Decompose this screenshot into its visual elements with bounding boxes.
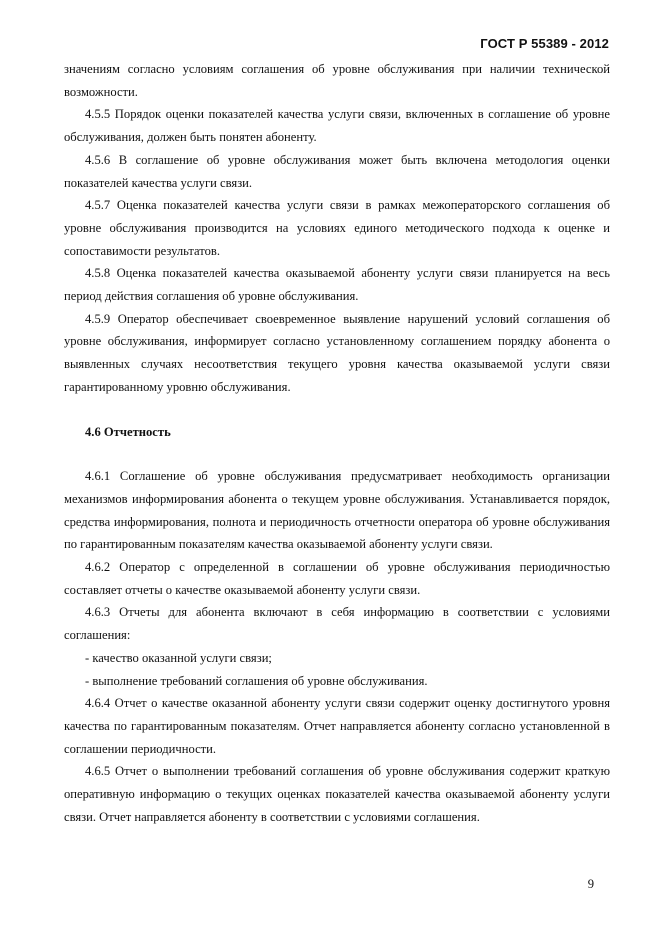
paragraph-4-6-4: 4.6.4 Отчет о качестве оказанной абоненту услуги связи содержит оценку достигнутого уровня качества по гарантированным показателям. Отчет направляется абоненту согласно установленной в соглашении периодичности. — [64, 696, 610, 756]
page-number: 9 — [587, 877, 594, 891]
standard-header: ГОСТ Р 55389 - 2012 — [480, 36, 609, 51]
paragraph-4-5-7: 4.5.7 Оценка показателей качества услуги связи в рамках межоператорского соглашения об уровне обслуживания производится на условиях единого методического подхода к оценке и сопоставимости результатов. — [64, 198, 610, 258]
paragraph-4-5-8: 4.5.8 Оценка показателей качества оказываемой абоненту услуги связи планируется на весь период действия соглашения об уровне обслуживания. — [64, 266, 610, 304]
paragraph-4-6-2: 4.6.2 Оператор с определенной в соглашении об уровне обслуживания периодичностью составляет отчеты о качестве оказываемой абоненту услуги связи. — [64, 560, 610, 597]
paragraph-continuation: значениям согласно условиям соглашения об уровне обслуживания при наличии технической возможности. — [64, 62, 610, 99]
section-title: 4.6 Отчетность — [85, 424, 171, 439]
paragraph-4-5-5: 4.5.5 Порядок оценки показателей качества услуги связи, включенных в соглашение об уровне обслуживания, должен быть понятен абоненту. — [64, 107, 610, 145]
paragraph-4-6-1: 4.6.1 Соглашение об уровне обслуживания предусматривает необходимость организации механизмов информирования абонента о текущем уровне обслуживания. Устанавливается порядок, средства информирования, полнота и периодичность отчетности оператора об уровне обслуживания по гарантированным показателям качества оказываемой абоненту услуги связи. — [64, 469, 610, 552]
paragraph-4-5-6: 4.5.6 В соглашение об уровне обслуживания может быть включена методология оценки показателей качества услуги связи. — [64, 152, 610, 190]
document-body — [64, 58, 610, 829]
paragraph-4-5-9: 4.5.9 Оператор обеспечивает своевременное выявление нарушений условий соглашения об уровне обслуживания, информирует согласно установленному соглашением порядку абонента о выявленных случаях несоответствия текущего уровня качества оказываемой услуги связи гарантированному уровню обслуживания. — [64, 311, 610, 394]
list-item: - качество оказанной услуги связи; — [85, 650, 272, 665]
paragraph-4-6-5: 4.6.5 Отчет о выполнении требований соглашения об уровне обслуживания содержит краткую оперативную информацию о текущих оценках показателей качества оказываемой абоненту услуги связи. Отчет направляется абоненту в соответствии с условиями соглашения. — [64, 764, 610, 824]
list-item: - выполнение требований соглашения об уровне обслуживания. — [85, 673, 428, 688]
paragraph-4-6-3: 4.6.3 Отчеты для абонента включают в себя информацию в соответствии с условиями соглашения: — [64, 605, 610, 643]
